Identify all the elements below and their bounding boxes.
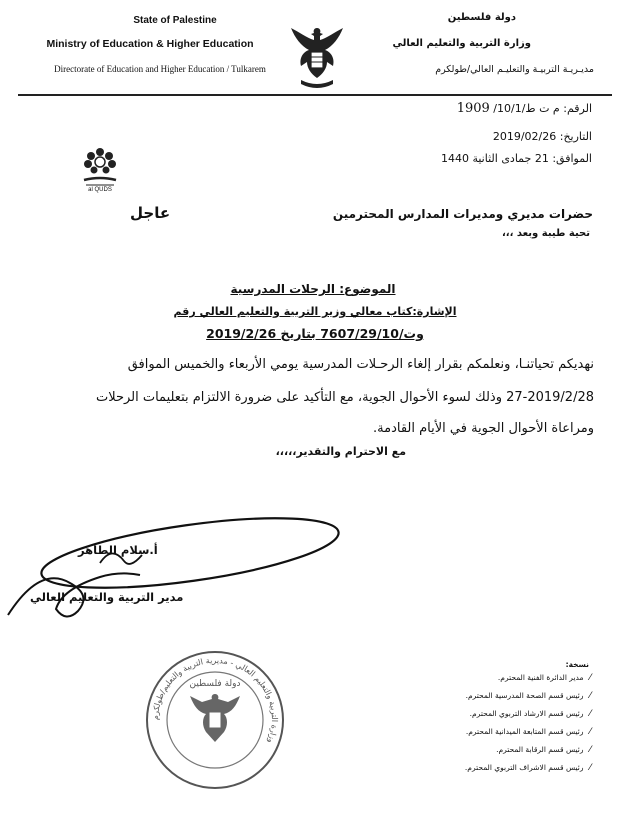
letter-reference-line-1: الإشارة:كتاب معالي وزير التربية والتعليم العالي رقم (173, 305, 457, 318)
reference-hijri-label: الموافق: (552, 152, 592, 165)
cc-item-text: رئيس قسم المتابعة الميدانية المحترم. (465, 727, 584, 736)
letter-greeting: تحية طيبة وبعد ،،، (502, 228, 590, 239)
reference-date-label: التاريخ: (559, 130, 592, 143)
header-en-state: State of Palestine (133, 15, 217, 26)
reference-date-value: 2019/02/26 (492, 130, 557, 143)
cc-item-text: مدير الدائرة الفنية المحترم. (497, 673, 584, 682)
header-en-directorate: Directorate of Education and Higher Education / Tulkarem (54, 64, 266, 74)
header-divider (18, 94, 612, 96)
cc-item (465, 745, 591, 763)
bullet-icon: ⁄ (589, 763, 591, 773)
handwritten-signature (0, 505, 340, 635)
header-en-ministry: Ministry of Education & Higher Education (46, 38, 254, 50)
signer-name: أ.سلام الطاهر (78, 543, 158, 557)
stamp-top-text: دولة فلسطين (189, 679, 241, 689)
al-quds-logo-icon (76, 140, 124, 190)
bullet-icon: ⁄ (589, 745, 591, 755)
letter-body-line-3: ومراعاة الأحوال الجوية في الأيام القادمة. (373, 421, 594, 436)
cc-item-text: رئيس قسم الارشاد التربوي المحترم. (469, 709, 584, 718)
header-ar-directorate: مديـريـة التربيـة والتعليـم العالي/طولكرم (435, 64, 594, 75)
cc-label: نسخة: (565, 660, 589, 669)
bullet-icon: ⁄ (589, 709, 591, 719)
reference-hijri-value: 21 جمادى الثانية 1440 (440, 152, 549, 165)
header-ar-ministry: وزارة التربية والتعليم العالي (392, 38, 531, 49)
letter-subject: الموضوع: الرحلات المدرسية (230, 282, 396, 296)
letter-recipient: حضرات مديري ومديرات المدارس المحترمين (332, 207, 593, 221)
cc-item (465, 763, 591, 781)
signer-title: مدير التربية والتعليم العالي (30, 590, 184, 604)
reference-hijri-date (441, 152, 592, 165)
bullet-icon: ⁄ (589, 691, 591, 701)
cc-item-text: رئيس قسم الاشراف التربوي المحترم. (464, 763, 584, 772)
letter-body-line-2: 27-2019/2/28 وذلك لسوء الأحوال الجوية، مع التأكيد على ضرورة الالتزام بتعليمات الرحلات (95, 390, 594, 405)
cc-list (465, 673, 591, 781)
letter-body-line-1: نهديكم تحياتنـا، ونعلمكم بقرار إلغاء الرحـلات المدرسية يومي الأربعاء والخميس الموافق (127, 357, 594, 372)
cc-item (465, 691, 591, 709)
official-stamp (140, 650, 290, 790)
al-quds-caption: al QUDS (88, 187, 112, 193)
letter-reference-line-2: وت/7607/29/10 بتاريخ 2019/2/26 (206, 326, 424, 341)
eagle-emblem-icon (287, 22, 347, 92)
stamp-ring-text: وزارة التربية والتعليم العالي - مديرية التربية والتعليم/طولكرم (150, 655, 280, 745)
bullet-icon: ⁄ (589, 727, 591, 737)
urgent-label: عاجل (130, 204, 171, 222)
cc-item (465, 673, 591, 691)
cc-item-text: رئيس قسم الصحة المدرسية المحترم. (465, 691, 584, 700)
bullet-icon: ⁄ (589, 673, 591, 683)
reference-date (493, 130, 592, 143)
reference-number-label: الرقم: م ت ط/10/1/ (493, 102, 592, 115)
cc-item-text: رئيس قسم الرقابة المحترم. (496, 745, 584, 754)
reference-number-value: 1909 (456, 101, 490, 116)
cc-item (465, 709, 591, 727)
cc-item (465, 727, 591, 745)
header-ar-state: دولة فلسطين (447, 12, 516, 23)
reference-number (457, 101, 592, 116)
letter-closing: مع الاحترام والتقدير،،،،، (275, 445, 406, 458)
